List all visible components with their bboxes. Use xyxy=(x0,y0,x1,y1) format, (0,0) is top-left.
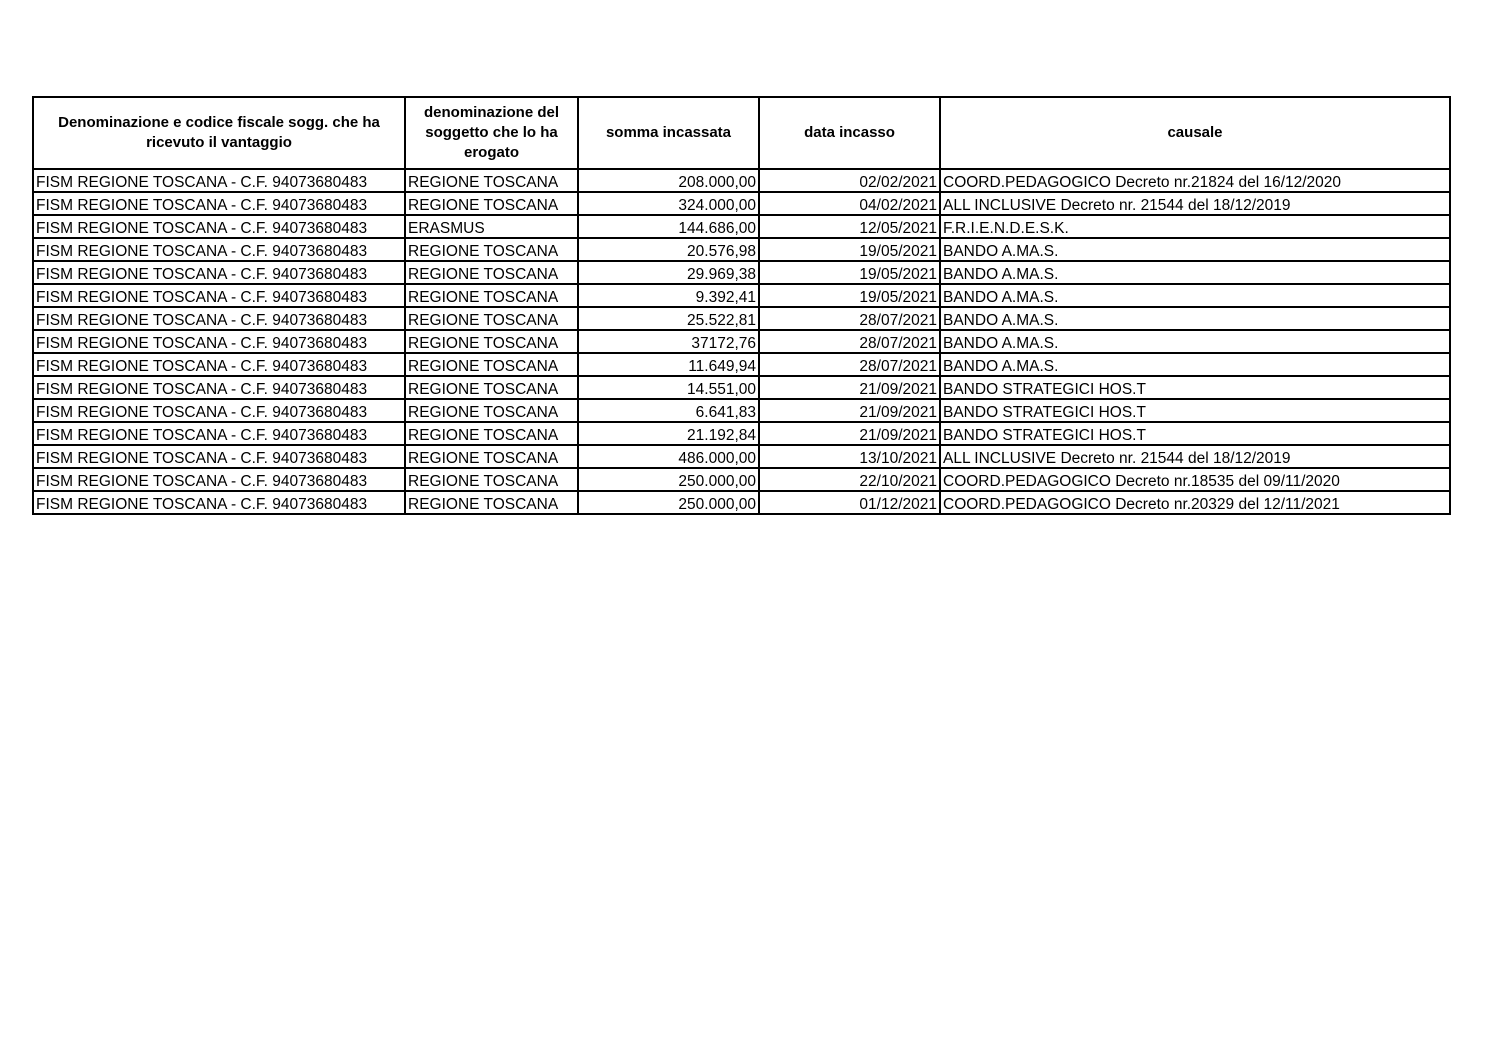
cell-reason: ALL INCLUSIVE Decreto nr. 21544 del 18/12/2019 xyxy=(940,445,1450,468)
cell-amount: 21.192,84 xyxy=(578,422,759,445)
cell-amount: 6.641,83 xyxy=(578,399,759,422)
cell-reason: BANDO A.MA.S. xyxy=(940,307,1450,330)
cell-beneficiary: FISM REGIONE TOSCANA - C.F. 94073680483 xyxy=(33,422,405,445)
grants-table xyxy=(32,96,1451,515)
header-beneficiary: Denominazione e codice fiscale sogg. che ha ricevuto il vantaggio xyxy=(33,97,405,169)
cell-beneficiary: FISM REGIONE TOSCANA - C.F. 94073680483 xyxy=(33,169,405,192)
table-row xyxy=(33,422,1450,445)
cell-date: 21/09/2021 xyxy=(759,376,940,399)
cell-amount: 486.000,00 xyxy=(578,445,759,468)
cell-amount: 324.000,00 xyxy=(578,192,759,215)
cell-grantor: REGIONE TOSCANA xyxy=(405,238,578,261)
header-reason: causale xyxy=(940,97,1450,169)
table-row xyxy=(33,238,1450,261)
table-row xyxy=(33,399,1450,422)
table-row xyxy=(33,491,1450,514)
table-row xyxy=(33,284,1450,307)
header-grantor: denominazione del soggetto che lo ha erogato xyxy=(405,97,578,169)
table-row xyxy=(33,169,1450,192)
cell-grantor: ERASMUS xyxy=(405,215,578,238)
table-row xyxy=(33,445,1450,468)
cell-date: 13/10/2021 xyxy=(759,445,940,468)
cell-grantor: REGIONE TOSCANA xyxy=(405,468,578,491)
cell-reason: COORD.PEDAGOGICO Decreto nr.21824 del 16/12/2020 xyxy=(940,169,1450,192)
cell-amount: 9.392,41 xyxy=(578,284,759,307)
table-row xyxy=(33,353,1450,376)
cell-reason: BANDO STRATEGICI HOS.T xyxy=(940,376,1450,399)
table-body xyxy=(33,169,1450,514)
cell-date: 22/10/2021 xyxy=(759,468,940,491)
cell-amount: 29.969,38 xyxy=(578,261,759,284)
cell-reason: BANDO STRATEGICI HOS.T xyxy=(940,422,1450,445)
cell-grantor: REGIONE TOSCANA xyxy=(405,376,578,399)
cell-reason: F.R.I.E.N.D.E.S.K. xyxy=(940,215,1450,238)
cell-amount: 14.551,00 xyxy=(578,376,759,399)
cell-grantor: REGIONE TOSCANA xyxy=(405,445,578,468)
cell-beneficiary: FISM REGIONE TOSCANA - C.F. 94073680483 xyxy=(33,215,405,238)
table-row xyxy=(33,307,1450,330)
cell-grantor: REGIONE TOSCANA xyxy=(405,307,578,330)
cell-reason: BANDO STRATEGICI HOS.T xyxy=(940,399,1450,422)
cell-amount: 20.576,98 xyxy=(578,238,759,261)
cell-grantor: REGIONE TOSCANA xyxy=(405,261,578,284)
cell-reason: COORD.PEDAGOGICO Decreto nr.20329 del 12/11/2021 xyxy=(940,491,1450,514)
cell-date: 28/07/2021 xyxy=(759,330,940,353)
cell-date: 02/02/2021 xyxy=(759,169,940,192)
cell-beneficiary: FISM REGIONE TOSCANA - C.F. 94073680483 xyxy=(33,468,405,491)
cell-reason: BANDO A.MA.S. xyxy=(940,238,1450,261)
cell-beneficiary: FISM REGIONE TOSCANA - C.F. 94073680483 xyxy=(33,376,405,399)
cell-date: 19/05/2021 xyxy=(759,284,940,307)
cell-reason: BANDO A.MA.S. xyxy=(940,353,1450,376)
cell-beneficiary: FISM REGIONE TOSCANA - C.F. 94073680483 xyxy=(33,261,405,284)
cell-amount: 37172,76 xyxy=(578,330,759,353)
cell-grantor: REGIONE TOSCANA xyxy=(405,330,578,353)
table-row xyxy=(33,376,1450,399)
cell-grantor: REGIONE TOSCANA xyxy=(405,284,578,307)
cell-amount: 250.000,00 xyxy=(578,491,759,514)
table-header xyxy=(33,97,1450,169)
cell-beneficiary: FISM REGIONE TOSCANA - C.F. 94073680483 xyxy=(33,330,405,353)
cell-reason: ALL INCLUSIVE Decreto nr. 21544 del 18/12/2019 xyxy=(940,192,1450,215)
cell-amount: 25.522,81 xyxy=(578,307,759,330)
cell-date: 01/12/2021 xyxy=(759,491,940,514)
cell-grantor: REGIONE TOSCANA xyxy=(405,422,578,445)
cell-amount: 144.686,00 xyxy=(578,215,759,238)
cell-date: 12/05/2021 xyxy=(759,215,940,238)
header-amount: somma incassata xyxy=(578,97,759,169)
header-row xyxy=(33,97,1450,169)
cell-beneficiary: FISM REGIONE TOSCANA - C.F. 94073680483 xyxy=(33,445,405,468)
table-row xyxy=(33,215,1450,238)
cell-date: 19/05/2021 xyxy=(759,238,940,261)
cell-beneficiary: FISM REGIONE TOSCANA - C.F. 94073680483 xyxy=(33,491,405,514)
cell-grantor: REGIONE TOSCANA xyxy=(405,192,578,215)
cell-grantor: REGIONE TOSCANA xyxy=(405,399,578,422)
cell-date: 28/07/2021 xyxy=(759,307,940,330)
cell-reason: BANDO A.MA.S. xyxy=(940,330,1450,353)
cell-reason: BANDO A.MA.S. xyxy=(940,284,1450,307)
cell-amount: 208.000,00 xyxy=(578,169,759,192)
cell-beneficiary: FISM REGIONE TOSCANA - C.F. 94073680483 xyxy=(33,399,405,422)
cell-beneficiary: FISM REGIONE TOSCANA - C.F. 94073680483 xyxy=(33,192,405,215)
table-row xyxy=(33,261,1450,284)
cell-grantor: REGIONE TOSCANA xyxy=(405,491,578,514)
cell-beneficiary: FISM REGIONE TOSCANA - C.F. 94073680483 xyxy=(33,284,405,307)
cell-beneficiary: FISM REGIONE TOSCANA - C.F. 94073680483 xyxy=(33,353,405,376)
cell-date: 21/09/2021 xyxy=(759,422,940,445)
cell-beneficiary: FISM REGIONE TOSCANA - C.F. 94073680483 xyxy=(33,238,405,261)
cell-beneficiary: FISM REGIONE TOSCANA - C.F. 94073680483 xyxy=(33,307,405,330)
table-row xyxy=(33,468,1450,491)
cell-date: 21/09/2021 xyxy=(759,399,940,422)
cell-reason: BANDO A.MA.S. xyxy=(940,261,1450,284)
cell-grantor: REGIONE TOSCANA xyxy=(405,169,578,192)
cell-grantor: REGIONE TOSCANA xyxy=(405,353,578,376)
cell-reason: COORD.PEDAGOGICO Decreto nr.18535 del 09/11/2020 xyxy=(940,468,1450,491)
cell-date: 19/05/2021 xyxy=(759,261,940,284)
cell-amount: 11.649,94 xyxy=(578,353,759,376)
cell-date: 28/07/2021 xyxy=(759,353,940,376)
cell-date: 04/02/2021 xyxy=(759,192,940,215)
table-row xyxy=(33,330,1450,353)
cell-amount: 250.000,00 xyxy=(578,468,759,491)
header-date: data incasso xyxy=(759,97,940,169)
table-row xyxy=(33,192,1450,215)
